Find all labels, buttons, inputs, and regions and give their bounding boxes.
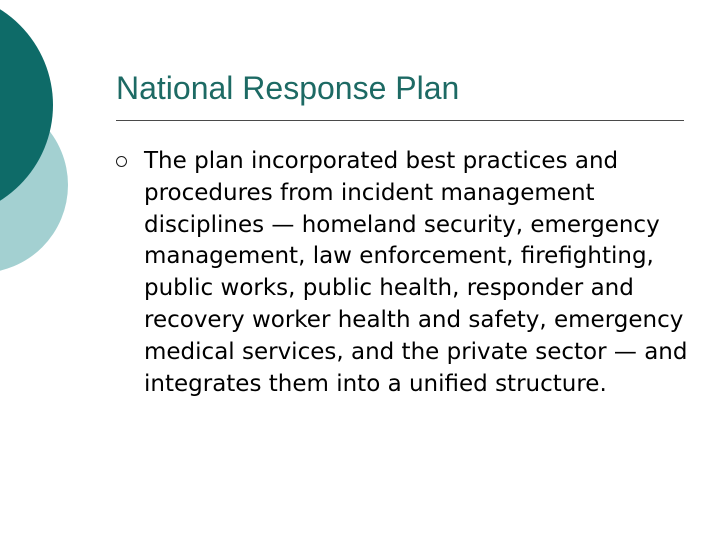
title-divider [116, 120, 684, 121]
slide-title: National Response Plan [116, 70, 460, 106]
bullet-text: The plan incorporated best practices and procedures from incident management disciplines — homeland security, emergency management, law enforcement, firefighting, public works, public health, responder and recovery worker health and safety, emergency medical services, and the private sector — and integrates them into a unified structure. [144, 148, 688, 397]
hollow-circle-icon [116, 156, 127, 167]
decorative-circles [0, 0, 100, 300]
